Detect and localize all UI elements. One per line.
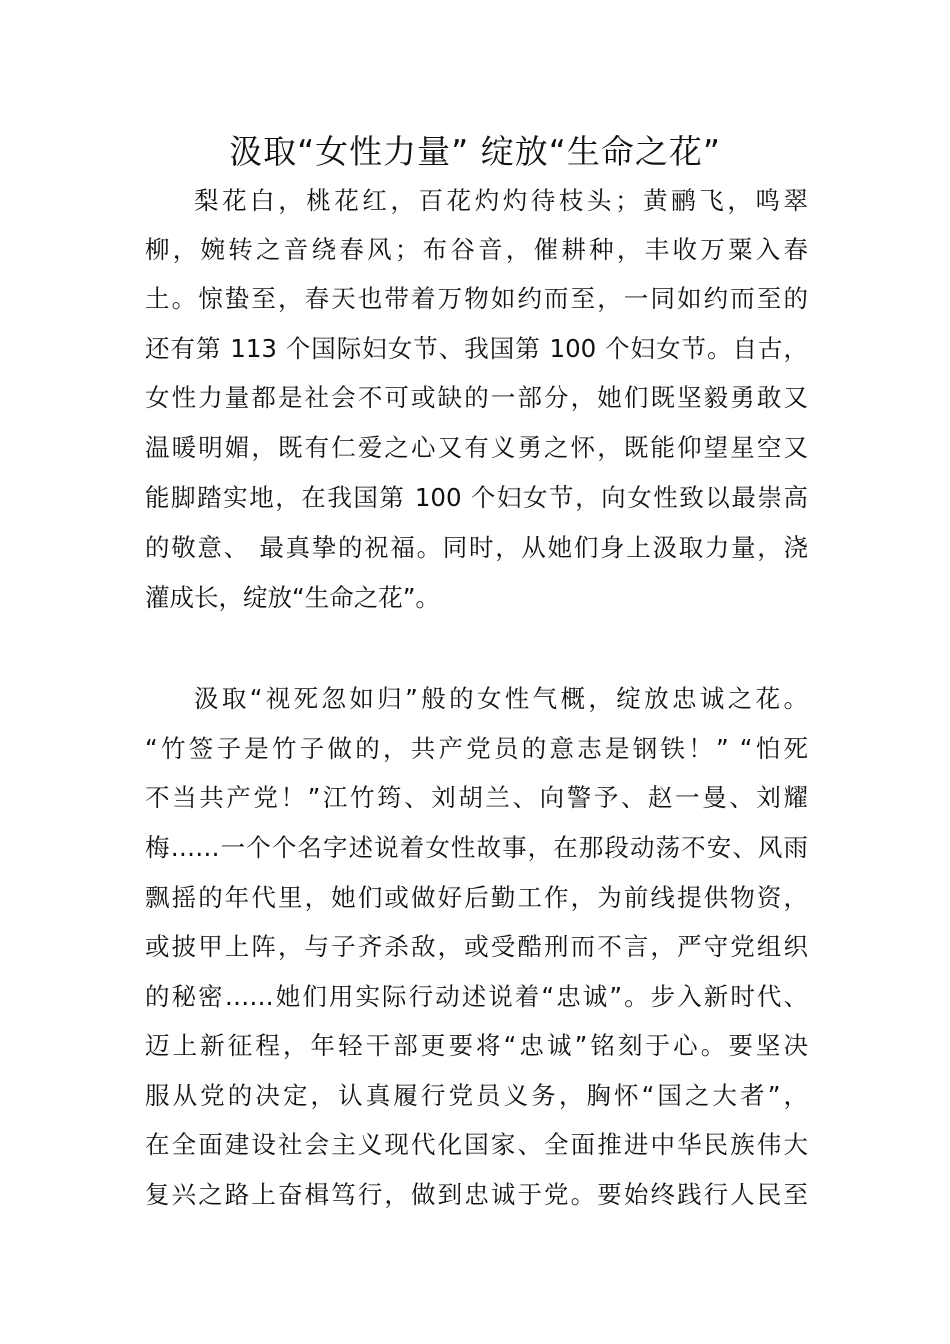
paragraph-1-line: 柳，婉转之音绕春风；布谷音，催耕种，丰收万粟入春 xyxy=(145,235,808,264)
paragraph-2-line: 汲取“视死忽如归”般的女性气概，绽放忠诚之花。 xyxy=(194,684,808,713)
paragraph-1-line: 的敬意、 最真挚的祝福。同时，从她们身上汲取力量，浇 xyxy=(145,533,808,562)
paragraph-1-line: 土。惊蛰至，春天也带着万物如约而至，一同如约而至的 xyxy=(145,284,808,313)
paragraph-1-line: 女性力量都是社会不可或缺的一部分，她们既坚毅勇敢又 xyxy=(145,383,808,412)
paragraph-2-line: 不当共产党！”江竹筠、刘胡兰、向警予、赵一曼、刘耀 xyxy=(145,783,808,812)
paragraph-1-line: 能脚踏实地，在我国第 100 个妇女节，向女性致以最崇高 xyxy=(145,483,808,512)
paragraph-1-line: 灌成长，绽放“生命之花”。 xyxy=(145,583,440,612)
paragraph-2-line: “竹签子是竹子做的，共产党员的意志是钢铁！” “怕死 xyxy=(145,734,808,763)
paragraph-2-line: 复兴之路上奋楫笃行，做到忠诚于党。要始终践行人民至 xyxy=(145,1180,808,1209)
paragraph-1-line: 温暖明媚，既有仁爱之心又有义勇之怀，既能仰望星空又 xyxy=(145,433,808,462)
paragraph-2-line: 梅……一个个名字述说着女性故事，在那段动荡不安、风雨 xyxy=(145,833,808,862)
paragraph-2-line: 飘摇的年代里，她们或做好后勤工作，为前线提供物资， xyxy=(145,883,808,912)
paragraph-1-line: 梨花白，桃花红，百花灼灼待枝头；黄鹂飞，鸣翠 xyxy=(194,186,808,215)
paragraph-1-line: 还有第 113 个国际妇女节、我国第 100 个妇女节。自古， xyxy=(145,334,808,363)
paragraph-2-line: 的秘密……她们用实际行动述说着“忠诚”。步入新时代、 xyxy=(145,982,808,1011)
document-title: 汲取“女性力量” 绽放“生命之花” xyxy=(229,132,721,171)
paragraph-2-line: 服从党的决定，认真履行党员义务，胸怀“国之大者”， xyxy=(145,1081,808,1110)
paragraph-2-line: 或披甲上阵，与子齐杀敌，或受酷刑而不言，严守党组织 xyxy=(145,932,808,961)
paragraph-2-line: 迈上新征程，年轻干部更要将“忠诚”铭刻于心。要坚决 xyxy=(145,1031,808,1060)
paragraph-2-line: 在全面建设社会主义现代化国家、全面推进中华民族伟大 xyxy=(145,1130,808,1159)
